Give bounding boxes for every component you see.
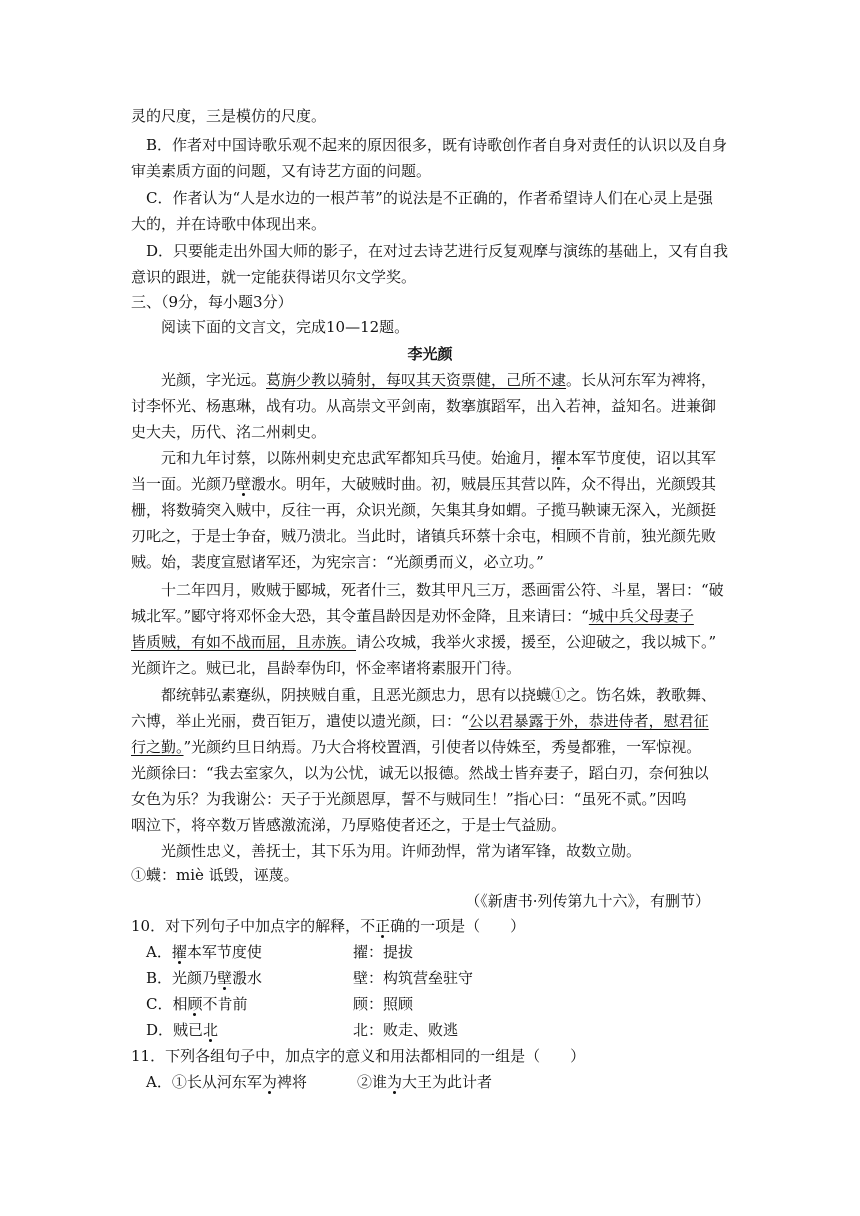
- passage-line: 讨李怀光、杨惠琳，战有功。从高崇文平剑南，数搴旗蹈军，出入若神，益知名。进兼御: [131, 397, 717, 415]
- q9-option-c: C．作者认为“人是水边的一根芦苇”的说法是不正确的，作者希望诗人们在心灵上是强: [146, 189, 713, 207]
- dotted-char: 为: [387, 1073, 403, 1091]
- option-gloss: 北：败走、败逃: [353, 1021, 459, 1039]
- dotted-char: 擢: [171, 943, 187, 961]
- source-citation: （《新唐书·列传第九十六》，有删节）: [465, 892, 710, 910]
- passage-line: 光颜，字光远。葛旃少教以骑射，每叹其天资票健，己所不逮。长从河东军为裨将，: [161, 371, 717, 389]
- underlined-sentence: 行之勤。: [131, 738, 184, 756]
- dotted-char: 顾: [187, 995, 203, 1013]
- passage-line: 咽泣下，将卒数万皆感激流涕，乃厚赂使者还之，于是士气益励。: [131, 816, 567, 834]
- text-line: 大的，并在诗歌中体现出来。: [131, 215, 327, 233]
- q10-stem: 10．对下列句子中加点字的解释，不正确的一项是（ ）: [131, 917, 526, 935]
- passage-line: 元和九年讨蔡，以陈州刺史充忠武军都知兵马使。始逾月，擢本军节度使，诏以其军: [161, 449, 717, 467]
- passage-line: 栅，将数骑突入贼中，反往一再，众识光颜，矢集其身如蝟。子揽马鞅谏无深入，光颜挺: [131, 501, 717, 519]
- option-gloss: 壁：构筑营垒驻守: [353, 969, 474, 987]
- text-line: 意识的跟进，就一定能获得诺贝尔文学奖。: [131, 268, 417, 286]
- underlined-sentence: 公以君暴露于外，恭进侍者，慰君征: [468, 712, 709, 730]
- dotted-char: 为: [261, 1073, 277, 1091]
- passage-line: 贼。始，裴度宣慰诸军还，为宪宗言：“光颜勇而义，必立功。”: [131, 553, 544, 571]
- section-heading: 三、（9分，每小题3分）: [131, 293, 293, 311]
- footnote: ①蠛：miè 诋毁，诬蔑。: [131, 866, 299, 884]
- passage-line: 刃叱之，于是士争奋，贼乃溃北。当此时，诸镇兵环蔡十余屯，相顾不肯前，独光颜先败: [131, 527, 717, 545]
- passage-line: 光颜许之。贼已北，昌龄奉伪印，怀金率诸将素服开门待。: [131, 659, 522, 677]
- passage-line: 史大夫，历代、洺二州刺史。: [131, 423, 327, 441]
- passage-line: 光颜徐曰：“我去室家久，以为公忧，诚无以报德。然战士皆弃妻子，蹈白刃，奈何独以: [131, 764, 709, 782]
- passage-line: 光颜性忠义，善抚士，其下乐为用。许师劲悍，常为诸军锋，故数立勋。: [161, 842, 642, 860]
- passage-line: 城北军。”郾守将邓怀金大恐，其令董昌龄因是劝怀金降，且来请曰：“城中兵父母妻子: [131, 607, 694, 625]
- dotted-char: 正: [375, 917, 391, 935]
- passage-line: 皆质贼，有如不战而屈，且赤族。请公攻城，我举火求援，援至，公迎破之，我以城下。”: [131, 633, 717, 651]
- underlined-sentence: 葛旃少教以骑射，每叹其天资票健，己所不逮: [266, 371, 567, 389]
- dotted-char: 北: [203, 1021, 219, 1039]
- q11-stem: 11．下列各组句子中，加点字的意义和用法都相同的一组是（ ）: [131, 1047, 586, 1065]
- section-instruction: 阅读下面的文言文，完成10—12题。: [161, 318, 410, 336]
- option-gloss: 顾：照顾: [353, 995, 414, 1013]
- text-line: 审美素质方面的问题，又有诗艺方面的问题。: [131, 162, 432, 180]
- passage-line: 当一面。光颜乃壁溵水。明年，大破贼时曲。初，贼晨压其营以阵，众不得出，光颜毁其: [131, 475, 717, 493]
- passage-line: 十二年四月，败贼于郾城，死者什三，数其甲凡三万，悉画雷公符、斗星，署曰：“破: [161, 581, 724, 599]
- q9-option-d: D．只要能走出外国大师的影子，在对过去诗艺进行反复观摩与演练的基础上，又有自我: [146, 242, 729, 260]
- exam-page: 灵的尺度，三是模仿的尺度。 B．作者对中国诗歌乐观不起来的原因很多，既有诗歌创作者自身对责任的认识以及自身 审美素质方面的问题，又有诗艺方面的问题。 C．作者认为“人是水边的一根芦苇”的说法是不正确的，作者希望诗人们在心灵上是强 大的，并在诗歌中体现出来。 D．只要能走出外国大师的影子，在对过去诗艺进行反复观摩与演练的基础上，又有自我 意识的跟进，就一定能获得诺贝尔文学奖。 三、（9分，每小题3分） 阅读下面的文言文，完成10—12题。 李光颜 光颜，字光远。葛旃少教以骑射，每叹其天资票健，己所不逮。长从河东军为裨将， 讨李怀光、杨惠琳，战有功。从高崇文平剑南，数搴旗蹈军，出入若神，益知名。进兼御 史大夫，历代、洺二州刺史。 元和九年讨蔡，以陈州刺史充忠武军都知兵马使。始逾月，擢本军节度使，诏以其军 当一面。光颜乃壁溵水。明年，大破贼时曲。初，贼晨压其营以阵，众不得出，光颜毁其 栅，将数骑突入贼中，反往一再，众识光颜，矢集其身如蝟。子揽马鞅谏无深入，光颜挺 刃叱之，于是士争奋，贼乃溃北。当此时，诸镇兵环蔡十余屯，相顾不肯前，独光颜先败 贼。始，裴度宣慰诸军还，为宪宗言：“光颜勇而义，必立功。” 十二年四月，败贼于郾城，死者什三，数其甲凡三万，悉画雷公符、斗星，署曰：“破 城北军。”郾守将邓怀金大恐，其令董昌龄因是劝怀金降，且来请曰：“城中兵父母妻子 皆质贼，有如不战而屈，且赤族。请公攻城，我举火求援，援至，公迎破之，我以城下。” 光颜许之。贼已北，昌龄奉伪印，怀金率诸将素服开门待。 都统韩弘素蹇纵，阴挟贼自重，且恶光颜忠力，思有以挠蠛①之。饬名姝，教歌舞、 六博，举止光丽，费百钜万，遣使以遗光颜，曰：“公以君暴露于外，恭进侍者，慰君征 行之勤。”光颜约旦日纳焉。乃大合将校置酒，引使者以侍姝至，秀曼都雅，一军惊视。 光颜徐曰：“我去室家久，以为公忧，诚无以报德。然战士皆弃妻子，蹈白刃，奈何独以 女色为乐？为我谢公：天子于光颜恩厚，誓不与贼同生！”指心曰：“虽死不贰。”因呜 咽泣下，将卒数万皆感激流涕，乃厚赂使者还之，于是士气益励。 光颜性忠义，善抚士，其下乐为用。许师劲悍，常为诸军锋，故数立勋。 ①蠛：miè 诋毁，诬蔑。 （《新唐书·列传第九十六》，有删节） 10．对下列句子中加点字的解释，不正确的一项是（ ） A．擢本军节度使 擢：提拔 B．光颜乃壁溵水 壁：构筑营垒驻守 C．相顾不肯前 顾：照顾 D．贼已北 北：败走、败逃 11．下列各组句子中，加点字的意义和用法都相同的一组是（ ） A．①长从河东军为裨将 ②谁为大王为此计者: [0, 0, 860, 1216]
- dotted-char: 壁: [236, 475, 252, 493]
- underlined-sentence: 皆质贼，有如不战而屈，且赤族。: [131, 633, 357, 651]
- dotted-char: 壁: [217, 969, 233, 987]
- text-line: 灵的尺度，三是模仿的尺度。: [131, 107, 327, 125]
- underlined-sentence: 城中兵父母妻子: [588, 607, 694, 625]
- option-gloss: 擢：提拔: [353, 943, 414, 961]
- dotted-char: 擢: [551, 449, 567, 467]
- q9-option-b: B．作者对中国诗歌乐观不起来的原因很多，既有诗歌创作者自身对责任的认识以及自身: [146, 136, 728, 154]
- passage-line: 行之勤。”光颜约旦日纳焉。乃大合将校置酒，引使者以侍姝至，秀曼都雅，一军惊视。: [131, 738, 702, 756]
- passage-title: 李光颜: [407, 345, 453, 363]
- passage-line: 都统韩弘素蹇纵，阴挟贼自重，且恶光颜忠力，思有以挠蠛①之。饬名姝，教歌舞、: [161, 686, 717, 704]
- passage-line: 六博，举止光丽，费百钜万，遣使以遗光颜，曰：“公以君暴露于外，恭进侍者，慰君征: [131, 712, 709, 730]
- passage-line: 女色为乐？为我谢公：天子于光颜恩厚，誓不与贼同生！”指心曰：“虽死不贰。”因呜: [131, 790, 687, 808]
